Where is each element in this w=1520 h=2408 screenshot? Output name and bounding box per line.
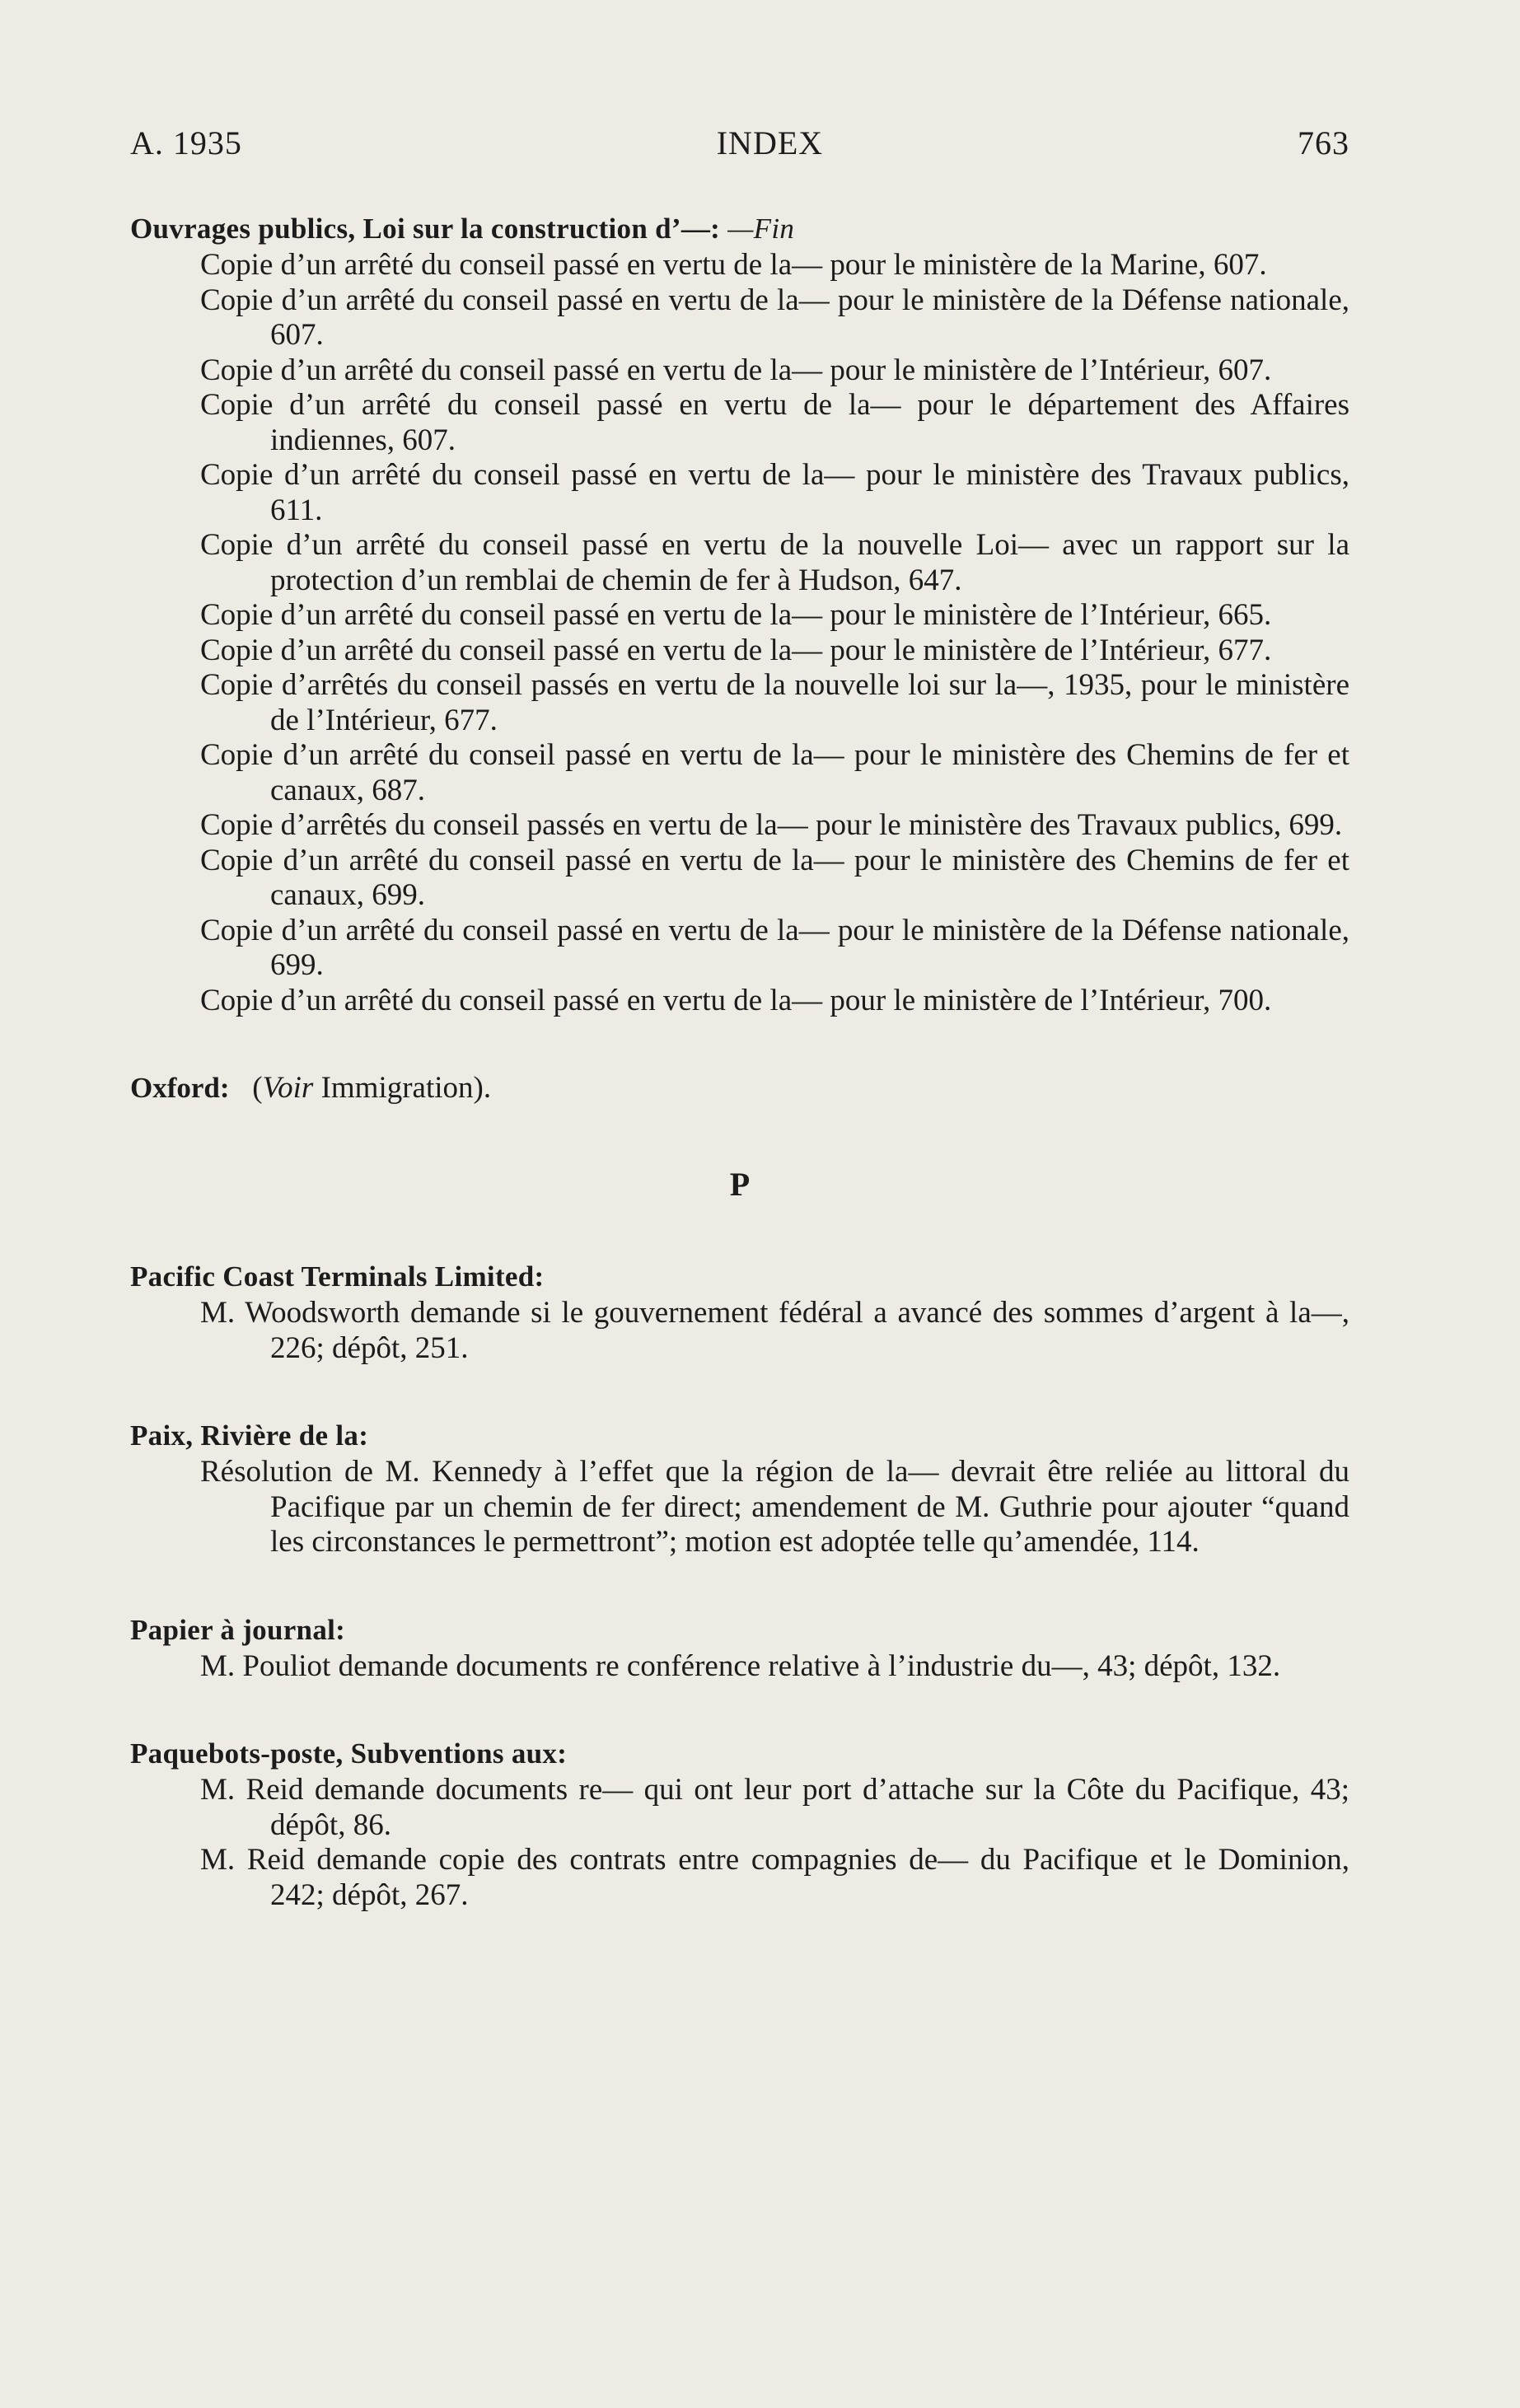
subentry: M. Reid demande documents re— qui ont leur port d’attache sur la Côte du Pacifique, 43; dépôt, 86. (200, 1773, 1349, 1842)
subentry: M. Woodsworth demande si le gouvernement fédéral a avancé des sommes d’argent à la—, 226; dépôt, 251. (200, 1296, 1349, 1365)
see-word: Voir (262, 1071, 314, 1105)
subentry: Copie d’un arrêté du conseil passé en vertu de la— pour le ministère de l’Intérieur, 607. (200, 353, 1272, 387)
subentry: Copie d’un arrêté du conseil passé en vertu de la— pour le ministère des Travaux publics, 611. (200, 458, 1349, 527)
heading-text: Ouvrages publics, Loi sur la construction d’—: (130, 213, 721, 245)
subentry: Copie d’un arrêté du conseil passé en vertu de la— pour le ministère des Chemins de fer et canaux, 687. (200, 738, 1349, 807)
subentry: Copie d’arrêtés du conseil passés en vertu de la— pour le ministère des Travaux publics, 699. (200, 808, 1343, 842)
entry-heading: Papier à journal: (130, 1613, 346, 1646)
entry-heading: Oxford: (130, 1072, 230, 1104)
entry-heading: Paix, Rivière de la: (130, 1419, 369, 1452)
session-year: A. 1935 (130, 124, 242, 161)
subentry: Copie d’un arrêté du conseil passé en vertu de la— pour le ministère de l’Intérieur, 677. (200, 633, 1272, 667)
section-letter: P (729, 1166, 751, 1203)
see-target: Immigration). (313, 1071, 492, 1105)
subentry: Copie d’un arrêté du conseil passé en vertu de la— pour le ministère de l’Intérieur, 700. (200, 983, 1272, 1017)
subentry: Copie d’un arrêté du conseil passé en vertu de la nouvelle Loi— avec un rapport sur la protection d’un remblai de chemin de fer à Hudson, 647. (200, 528, 1349, 597)
subentry: Copie d’un arrêté du conseil passé en vertu de la— pour le ministère de l’Intérieur, 665. (200, 598, 1272, 632)
subentry: Copie d’un arrêté du conseil passé en vertu de la— pour le département des Affaires indiennes, 607. (200, 388, 1349, 457)
entry-heading: Pacific Coast Terminals Limited: (130, 1260, 545, 1293)
subentry: Copie d’un arrêté du conseil passé en vertu de la— pour le ministère de la Défense nationale, 607. (200, 283, 1349, 352)
entry-oxford (130, 1069, 1349, 1107)
entry-paquebots-poste (130, 1735, 1349, 1913)
continued-marker: —Fin (727, 213, 795, 245)
entry-paix-riviere (130, 1417, 1349, 1560)
subentry: M. Reid demande copie des contrats entre compagnies de— du Pacifique et le Dominion, 242; dépôt, 267. (200, 1843, 1349, 1912)
subentry: Copie d’un arrêté du conseil passé en vertu de la— pour le ministère de la Défense nationale, 699. (200, 913, 1349, 982)
see-open: ( (252, 1071, 263, 1105)
entry-heading (130, 210, 1349, 248)
running-head (130, 124, 1349, 162)
subentry: Copie d’arrêtés du conseil passés en vertu de la nouvelle loi sur la—, 1935, pour le ministère de l’Intérieur, 677. (200, 668, 1349, 737)
entry-ouvrages-publics (130, 210, 1349, 1018)
page-number: 763 (1298, 124, 1349, 161)
subentry: M. Pouliot demande documents re conférence relative à l’industrie du—, 43; dépôt, 132. (200, 1648, 1281, 1683)
entry-pacific-coast-terminals (130, 1258, 1349, 1366)
subentry: Copie d’un arrêté du conseil passé en vertu de la— pour le ministère de la Marine, 607. (200, 248, 1267, 282)
subentry: Résolution de M. Kennedy à l’effet que la région de la— devrait être reliée au littoral du Pacifique par un chemin de fer direct; amendement de M. Guthrie pour ajouter “quand les circonstances le permettront”; motion est adoptée telle qu’amendée, 114. (200, 1455, 1349, 1559)
subentry: Copie d’un arrêté du conseil passé en vertu de la— pour le ministère des Chemins de fer et canaux, 699. (200, 843, 1349, 912)
running-title: INDEX (716, 124, 824, 161)
index-page (130, 124, 1349, 1913)
entry-heading: Paquebots-poste, Subventions aux: (130, 1737, 568, 1770)
entry-papier-journal (130, 1611, 1349, 1685)
